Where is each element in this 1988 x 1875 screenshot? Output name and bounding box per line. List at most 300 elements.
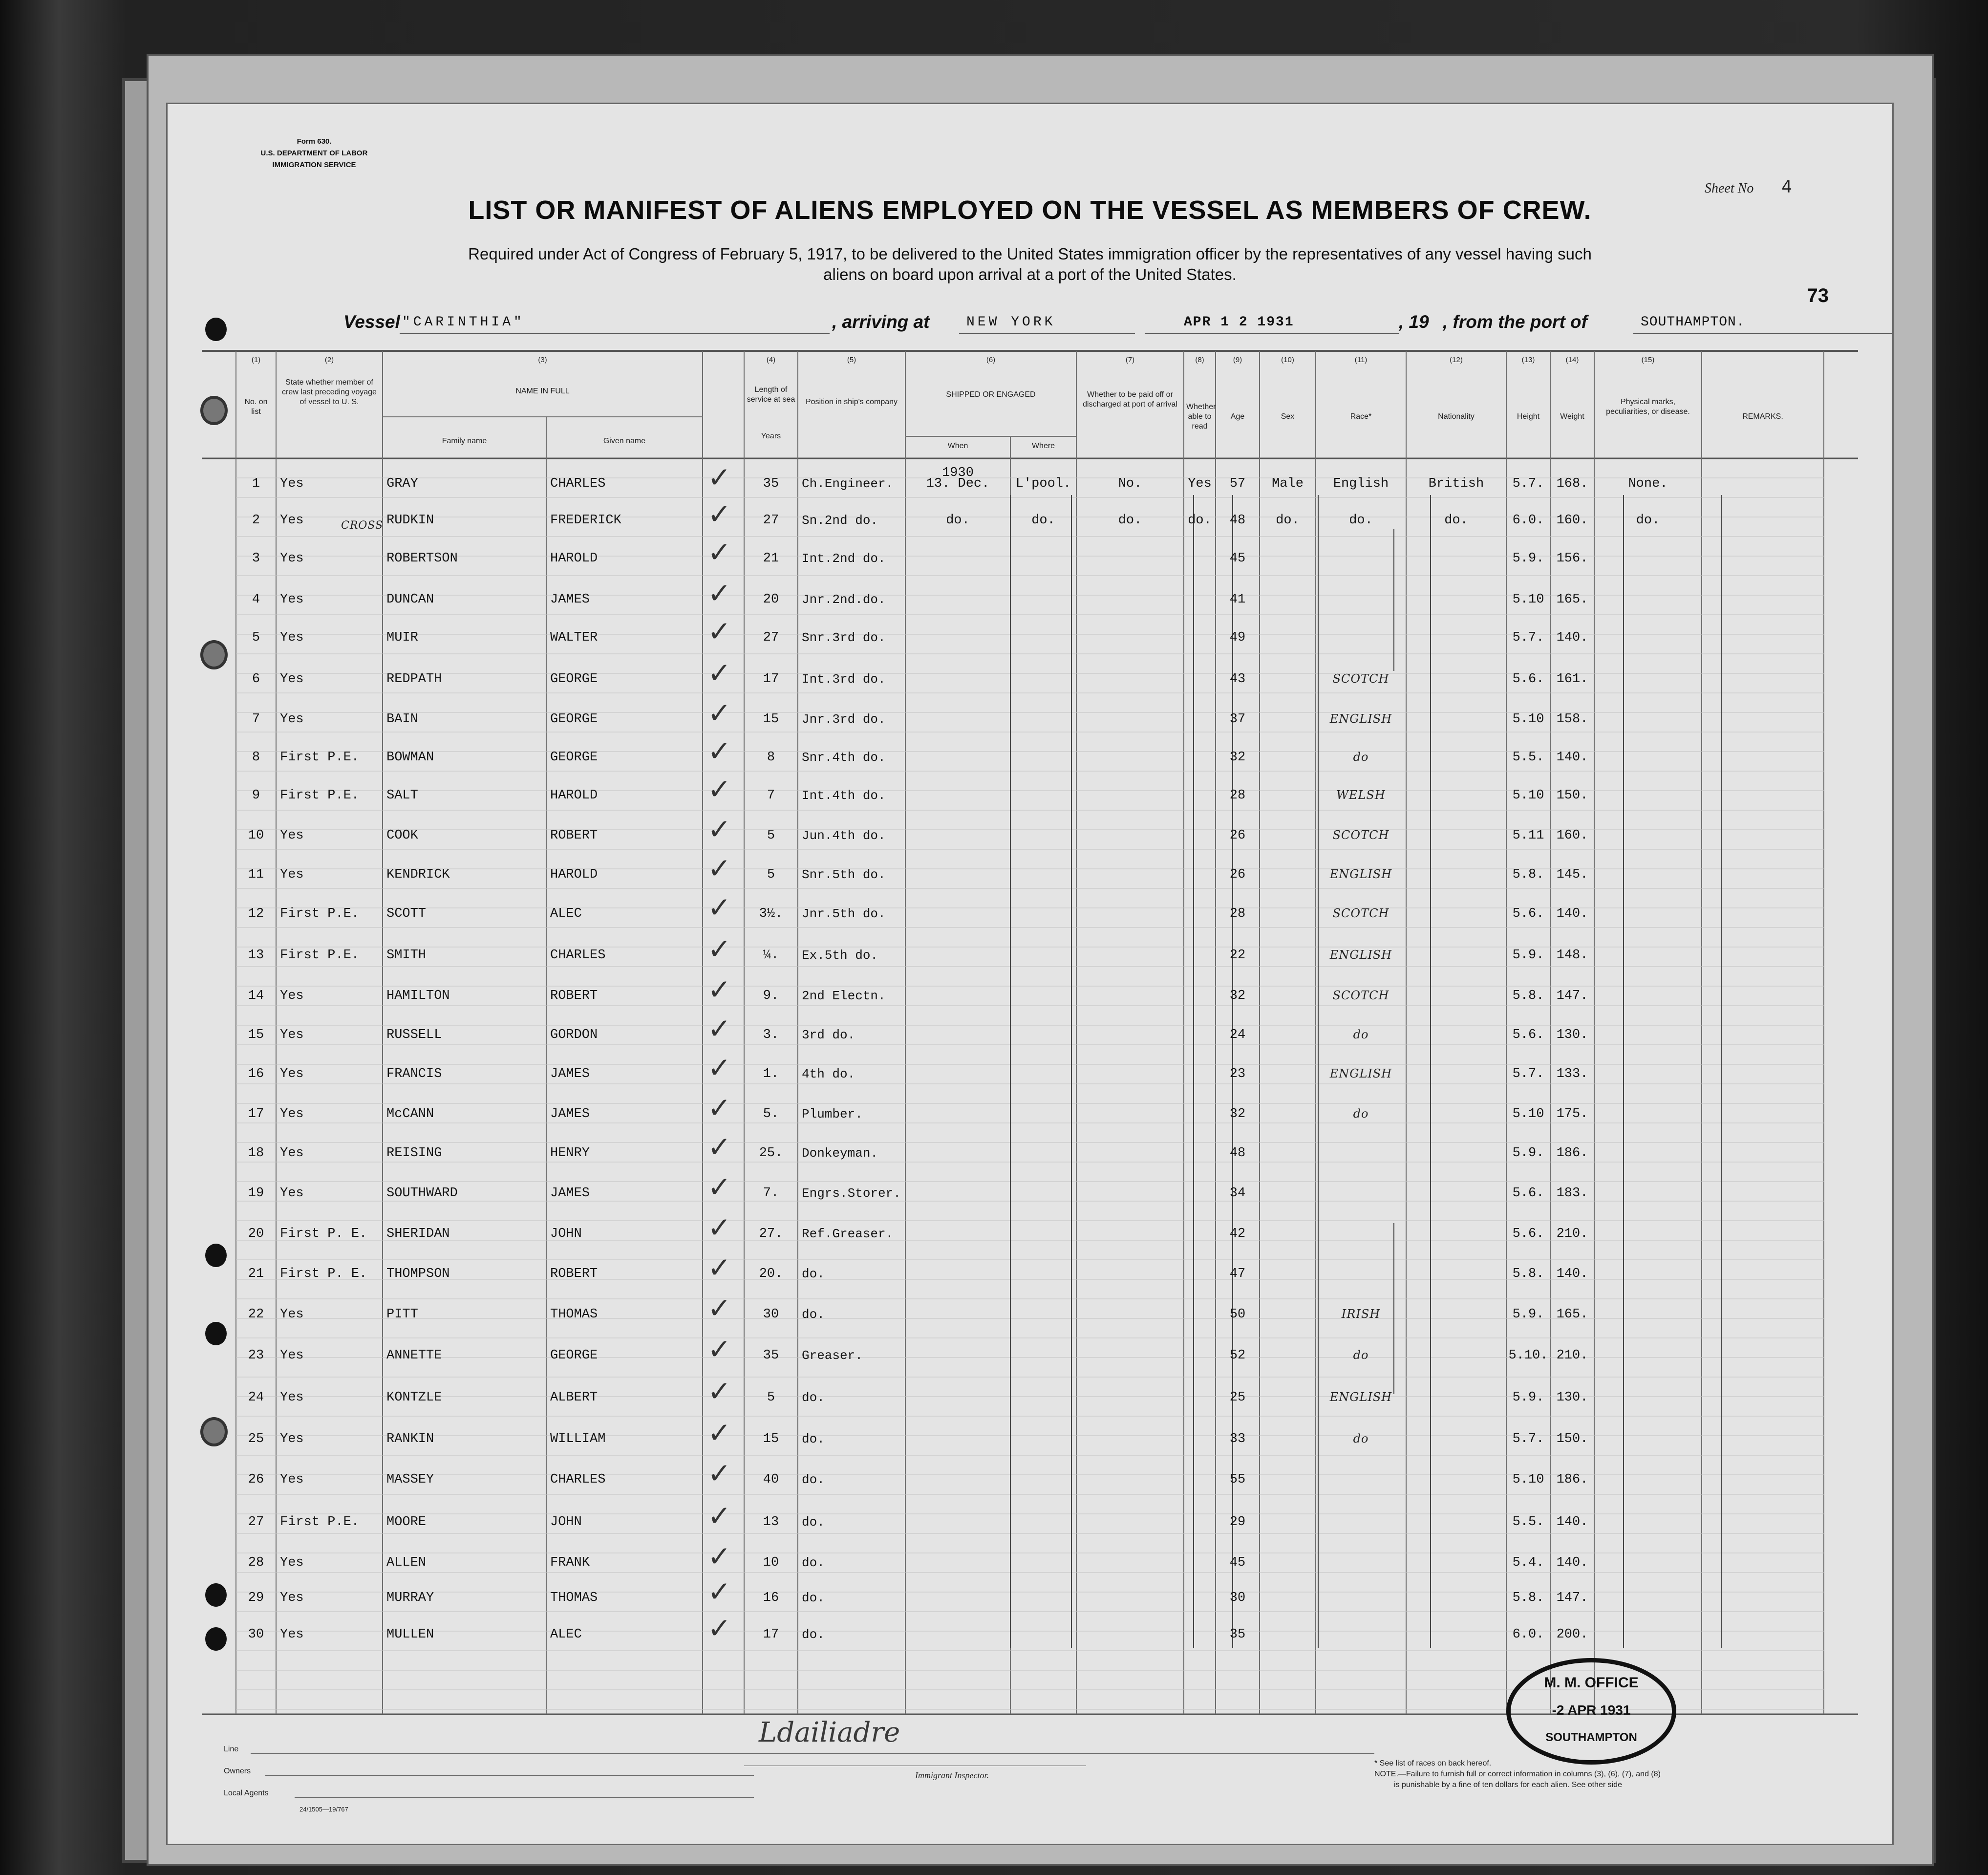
row-20-years: 27. <box>759 1227 783 1241</box>
row-20-given: JOHN <box>550 1227 582 1241</box>
check-mark-icon: ✓ <box>707 1170 731 1204</box>
row-10-race: SCOTCH <box>1332 828 1389 842</box>
binder-hole <box>200 396 228 425</box>
inspector-label: Immigrant Inspector. <box>915 1770 989 1780</box>
binder-hole <box>205 1322 227 1345</box>
row-1-nationality: British <box>1428 476 1484 491</box>
row-2-age: 48 <box>1229 513 1246 528</box>
row-29-family: MURRAY <box>386 1591 434 1605</box>
row-27-state: First P.E. <box>280 1515 360 1530</box>
row-22-family: PITT <box>386 1307 418 1322</box>
row-11-height: 5.8. <box>1512 867 1544 882</box>
stamp-top: M. M. OFFICE <box>1544 1675 1639 1691</box>
row-10-no: 10 <box>248 828 264 843</box>
row-1-position: Ch.Engineer. <box>802 476 894 491</box>
row-11-state: Yes <box>280 867 304 882</box>
row-18-age: 48 <box>1229 1146 1246 1161</box>
row-2-when: do. <box>946 513 970 528</box>
row-27-years: 13 <box>763 1515 779 1530</box>
row-12-family: SCOTT <box>386 906 427 921</box>
row-29-years: 16 <box>763 1591 779 1605</box>
row-5-given: WALTER <box>550 630 598 645</box>
row-17-no: 17 <box>248 1107 264 1121</box>
row-3-position: Int.2nd do. <box>802 551 886 566</box>
agents-underline <box>295 1797 754 1798</box>
vessel-name: "CARINTHIA" <box>402 315 525 330</box>
row-27-weight: 140. <box>1556 1515 1588 1530</box>
row-23-height: 5.10. <box>1508 1348 1548 1363</box>
row-4-height: 5.10 <box>1512 592 1544 607</box>
row-30-age: 35 <box>1229 1627 1246 1642</box>
row-30-years: 17 <box>763 1627 779 1642</box>
column-header-n7: (7) <box>1125 356 1135 364</box>
row-3-weight: 156. <box>1556 551 1588 566</box>
row-14-age: 32 <box>1229 989 1246 1003</box>
row-5-height: 5.7. <box>1512 630 1544 645</box>
column-header-where: Where <box>1031 442 1055 450</box>
row-25-family: RANKIN <box>386 1432 434 1446</box>
row-6-years: 17 <box>763 672 779 687</box>
owners-underline <box>265 1775 754 1776</box>
row-23-position: Greaser. <box>802 1348 863 1363</box>
row-13-weight: 148. <box>1556 948 1588 963</box>
row-3-no: 3 <box>252 551 260 566</box>
row-18-no: 18 <box>248 1146 264 1161</box>
row-14-family: HAMILTON <box>386 989 450 1003</box>
row-26-state: Yes <box>280 1472 304 1487</box>
column-header-position: Position in ship's company <box>805 398 898 406</box>
row-3-family: ROBERTSON <box>386 551 458 566</box>
row-10-state: Yes <box>280 828 304 843</box>
row-13-race: ENGLISH <box>1329 948 1392 962</box>
column-header-weight: Weight <box>1560 412 1584 421</box>
column-header-n10: (10) <box>1281 356 1294 364</box>
check-mark-icon: ✓ <box>707 973 731 1006</box>
row-1-age: 57 <box>1229 476 1246 491</box>
row-7-state: Yes <box>280 712 304 727</box>
row-4-age: 41 <box>1229 592 1246 607</box>
row-1-race: English <box>1333 476 1389 491</box>
line-underline <box>251 1753 1374 1754</box>
row-19-given: JAMES <box>550 1186 590 1201</box>
stamp-bottom: SOUTHAMPTON <box>1545 1731 1637 1744</box>
check-mark-icon: ✓ <box>707 1540 731 1573</box>
row-15-given: GORDON <box>550 1028 598 1042</box>
column-header-given: Given name <box>603 437 646 445</box>
row-1-height: 5.7. <box>1512 476 1544 491</box>
binder-hole <box>205 318 227 341</box>
sheet-label: Sheet No <box>1705 181 1754 196</box>
check-mark-icon: ✓ <box>707 1091 731 1124</box>
page-number: 73 <box>1807 285 1829 306</box>
row-11-given: HAROLD <box>550 867 598 882</box>
row-24-years: 5 <box>767 1390 775 1405</box>
row-16-no: 16 <box>248 1067 264 1081</box>
row-28-position: do. <box>802 1555 825 1570</box>
row-21-age: 47 <box>1229 1267 1246 1281</box>
row-1-weight: 168. <box>1556 476 1588 491</box>
row-15-age: 24 <box>1229 1028 1246 1042</box>
row-28-no: 28 <box>248 1555 264 1570</box>
row-17-position: Plumber. <box>802 1107 863 1121</box>
row-9-race: WELSH <box>1336 788 1386 802</box>
row-1-sex: Male <box>1272 476 1304 491</box>
check-mark-icon: ✓ <box>707 497 731 531</box>
row-12-position: Jnr.5th do. <box>802 906 886 921</box>
year-label: , 19 <box>1399 312 1429 332</box>
row-15-race: do <box>1353 1028 1369 1041</box>
row-16-given: JAMES <box>550 1067 590 1081</box>
row-6-no: 6 <box>252 672 260 687</box>
row-12-race: SCOTCH <box>1332 906 1389 920</box>
row-18-years: 25. <box>759 1146 783 1161</box>
row-9-state: First P.E. <box>280 788 360 803</box>
row-1-paid: No. <box>1118 476 1142 491</box>
row-5-state: Yes <box>280 630 304 645</box>
column-header-n8: (8) <box>1195 356 1204 364</box>
row-16-years: 1. <box>763 1067 779 1081</box>
row-26-weight: 186. <box>1556 1472 1588 1487</box>
row-9-height: 5.10 <box>1512 788 1544 803</box>
row-16-race: ENGLISH <box>1329 1067 1392 1080</box>
row-24-family: KONTZLE <box>386 1390 442 1405</box>
row-15-state: Yes <box>280 1028 304 1042</box>
column-header-year_1930: 1930 <box>942 466 974 480</box>
row-24-height: 5.9. <box>1512 1390 1544 1405</box>
row-18-height: 5.9. <box>1512 1146 1544 1161</box>
column-header-n6: (6) <box>986 356 996 364</box>
line-label: Line <box>224 1745 239 1753</box>
row-20-family: SHERIDAN <box>386 1227 450 1241</box>
row-26-years: 40 <box>763 1472 779 1487</box>
row-22-race: IRISH <box>1341 1307 1381 1321</box>
check-mark-icon: ✓ <box>707 1375 731 1408</box>
column-header-n2: (2) <box>324 356 334 364</box>
row-20-age: 42 <box>1229 1227 1246 1241</box>
row-22-given: THOMAS <box>550 1307 598 1322</box>
cross-annotation: CROSS <box>341 519 384 532</box>
row-8-weight: 140. <box>1556 750 1588 765</box>
row-27-no: 27 <box>248 1515 264 1530</box>
from-label: , from the port of <box>1443 312 1587 332</box>
arrival-date: APR 1 2 1931 <box>1184 315 1294 330</box>
row-19-weight: 183. <box>1556 1186 1588 1201</box>
row-1-state: Yes <box>280 476 304 491</box>
row-15-no: 15 <box>248 1028 264 1042</box>
row-24-given: ALBERT <box>550 1390 598 1405</box>
row-7-weight: 158. <box>1556 712 1588 727</box>
row-11-age: 26 <box>1229 867 1246 882</box>
column-header-years: Years <box>761 432 781 440</box>
row-9-no: 9 <box>252 788 260 803</box>
row-29-position: do. <box>802 1591 825 1605</box>
row-29-age: 30 <box>1229 1591 1246 1605</box>
row-24-state: Yes <box>280 1390 304 1405</box>
row-14-weight: 147. <box>1556 989 1588 1003</box>
check-mark-icon: ✓ <box>707 734 731 768</box>
row-29-given: THOMAS <box>550 1591 598 1605</box>
column-header-nationality: Nationality <box>1438 412 1475 421</box>
row-30-given: ALEC <box>550 1627 582 1642</box>
row-1-marks: None. <box>1628 476 1668 491</box>
row-17-years: 5. <box>763 1107 779 1121</box>
row-22-years: 30 <box>763 1307 779 1322</box>
column-header-name: NAME IN FULL <box>515 387 570 395</box>
row-13-age: 22 <box>1229 948 1246 963</box>
column-header-n13: (13) <box>1521 356 1535 364</box>
row-28-family: ALLEN <box>386 1555 427 1570</box>
row-14-given: ROBERT <box>550 989 598 1003</box>
row-7-family: BAIN <box>386 712 418 727</box>
row-30-weight: 200. <box>1556 1627 1588 1642</box>
column-header-n5: (5) <box>847 356 856 364</box>
row-18-family: REISING <box>386 1146 442 1161</box>
row-20-weight: 210. <box>1556 1227 1588 1241</box>
column-header-no: No. on list <box>244 398 268 416</box>
form-number: Form 630. <box>297 137 332 146</box>
row-27-height: 5.5. <box>1512 1515 1544 1530</box>
row-7-no: 7 <box>252 712 260 727</box>
check-mark-icon: ✓ <box>707 852 731 885</box>
column-header-length: Length of service at sea <box>747 386 795 404</box>
row-26-age: 55 <box>1229 1472 1246 1487</box>
row-28-given: FRANK <box>550 1555 590 1570</box>
row-3-given: HAROLD <box>550 551 598 566</box>
column-header-n11: (11) <box>1354 356 1368 364</box>
row-7-years: 15 <box>763 712 779 727</box>
column-header-when: When <box>947 442 968 450</box>
row-13-height: 5.9. <box>1512 948 1544 963</box>
column-header-state: State whether member of crew last preceding voyage of vessel to U. S. <box>282 378 377 406</box>
check-mark-icon: ✓ <box>707 1575 731 1608</box>
row-7-race: ENGLISH <box>1329 712 1392 726</box>
row-8-years: 8 <box>767 750 775 765</box>
row-26-no: 26 <box>248 1472 264 1487</box>
row-21-years: 20. <box>759 1267 783 1281</box>
check-mark-icon: ✓ <box>707 536 731 569</box>
row-8-family: BOWMAN <box>386 750 434 765</box>
arriving-label: , arriving at <box>832 312 930 332</box>
row-6-family: REDPATH <box>386 672 442 687</box>
row-1-read: Yes <box>1188 476 1212 491</box>
row-8-no: 8 <box>252 750 260 765</box>
agents-label: Local Agents <box>224 1789 269 1797</box>
row-22-height: 5.9. <box>1512 1307 1544 1322</box>
row-30-position: do. <box>802 1627 825 1642</box>
binder-hole <box>200 1417 228 1446</box>
row-23-family: ANNETTE <box>386 1348 442 1363</box>
form-service: IMMIGRATION SERVICE <box>272 161 356 169</box>
row-2-race: do. <box>1349 513 1373 528</box>
column-header-n3: (3) <box>538 356 547 364</box>
row-14-years: 9. <box>763 989 779 1003</box>
row-11-no: 11 <box>248 867 264 882</box>
row-8-height: 5.5. <box>1512 750 1544 765</box>
column-header-family: Family name <box>442 437 487 445</box>
row-16-state: Yes <box>280 1067 304 1081</box>
row-17-family: McCANN <box>386 1107 434 1121</box>
check-mark-icon: ✓ <box>707 1012 731 1045</box>
row-2-state: Yes <box>280 513 304 528</box>
check-mark-icon: ✓ <box>707 577 731 610</box>
row-16-age: 23 <box>1229 1067 1246 1081</box>
row-29-no: 29 <box>248 1591 264 1605</box>
column-header-n4: (4) <box>766 356 776 364</box>
row-27-family: MOORE <box>386 1515 427 1530</box>
row-13-given: CHARLES <box>550 948 606 963</box>
check-mark-icon: ✓ <box>707 656 731 690</box>
check-mark-icon: ✓ <box>707 696 731 730</box>
subtitle-line-2: aliens on board upon arrival at a port of the United States. <box>823 265 1237 283</box>
row-12-given: ALEC <box>550 906 582 921</box>
row-2-position: Sn.2nd do. <box>802 513 878 528</box>
column-header-age: Age <box>1230 412 1245 421</box>
row-20-height: 5.6. <box>1512 1227 1544 1241</box>
check-mark-icon: ✓ <box>707 773 731 806</box>
row-5-position: Snr.3rd do. <box>802 630 886 645</box>
column-header-n1: (1) <box>251 356 261 364</box>
row-27-age: 29 <box>1229 1515 1246 1530</box>
row-26-position: do. <box>802 1472 825 1487</box>
row-18-weight: 186. <box>1556 1146 1588 1161</box>
row-5-age: 49 <box>1229 630 1246 645</box>
row-4-given: JAMES <box>550 592 590 607</box>
from-port: SOUTHAMPTON. <box>1641 315 1745 330</box>
row-21-position: do. <box>802 1267 825 1281</box>
row-30-no: 30 <box>248 1627 264 1642</box>
office-stamp <box>1506 1658 1676 1765</box>
row-6-given: GEORGE <box>550 672 598 687</box>
row-25-no: 25 <box>248 1432 264 1446</box>
check-mark-icon: ✓ <box>707 1211 731 1244</box>
footnote-penalty: NOTE.—Failure to furnish full or correct information in columns (3), (6), (7), and (8) <box>1374 1770 1661 1778</box>
row-12-height: 5.6. <box>1512 906 1544 921</box>
row-4-weight: 165. <box>1556 592 1588 607</box>
page-title: LIST OR MANIFEST OF ALIENS EMPLOYED ON THE VESSEL AS MEMBERS OF CREW. <box>468 195 1592 225</box>
check-mark-icon: ✓ <box>707 461 731 494</box>
column-header-n14: (14) <box>1565 356 1579 364</box>
row-9-age: 28 <box>1229 788 1246 803</box>
row-10-family: COOK <box>386 828 418 843</box>
binder-hole <box>205 1583 227 1607</box>
row-22-no: 22 <box>248 1307 264 1322</box>
row-5-no: 5 <box>252 630 260 645</box>
row-30-state: Yes <box>280 1627 304 1642</box>
arrival-port: NEW YORK <box>966 315 1056 330</box>
column-header-height: Height <box>1517 412 1540 421</box>
row-22-position: do. <box>802 1307 825 1322</box>
row-23-weight: 210. <box>1556 1348 1588 1363</box>
row-6-weight: 161. <box>1556 672 1588 687</box>
row-24-position: do. <box>802 1390 825 1405</box>
row-16-family: FRANCIS <box>386 1067 442 1081</box>
row-4-position: Jnr.2nd.do. <box>802 592 886 607</box>
row-1-years: 35 <box>763 476 779 491</box>
row-14-position: 2nd Electn. <box>802 989 886 1003</box>
binder-hole <box>205 1627 227 1651</box>
row-5-years: 27 <box>763 630 779 645</box>
row-6-age: 43 <box>1229 672 1246 687</box>
row-25-race: do <box>1353 1432 1369 1445</box>
row-5-family: MUIR <box>386 630 418 645</box>
row-8-age: 32 <box>1229 750 1246 765</box>
row-15-position: 3rd do. <box>802 1028 855 1042</box>
row-1-when: 13. Dec. <box>926 476 990 491</box>
sheet-value: 4 <box>1781 177 1792 197</box>
row-28-years: 10 <box>763 1555 779 1570</box>
check-mark-icon: ✓ <box>707 1333 731 1366</box>
check-mark-icon: ✓ <box>707 813 731 846</box>
column-header-marks: Physical marks, peculiarities, or disease. <box>1606 398 1690 416</box>
row-14-no: 14 <box>248 989 264 1003</box>
row-14-state: Yes <box>280 989 304 1003</box>
row-14-race: SCOTCH <box>1332 989 1389 1002</box>
row-10-weight: 160. <box>1556 828 1588 843</box>
row-19-age: 34 <box>1229 1186 1246 1201</box>
row-9-given: HAROLD <box>550 788 598 803</box>
row-3-state: Yes <box>280 551 304 566</box>
row-2-height: 6.0. <box>1512 513 1544 528</box>
vessel-label: Vessel <box>343 312 400 332</box>
row-6-race: SCOTCH <box>1332 672 1389 686</box>
check-mark-icon: ✓ <box>707 1416 731 1449</box>
check-mark-icon: ✓ <box>707 1130 731 1164</box>
row-2-paid: do. <box>1118 513 1142 528</box>
row-24-no: 24 <box>248 1390 264 1405</box>
row-12-weight: 140. <box>1556 906 1588 921</box>
row-5-weight: 140. <box>1556 630 1588 645</box>
manifest-page <box>166 103 1894 1845</box>
row-9-family: SALT <box>386 788 418 803</box>
row-25-age: 33 <box>1229 1432 1246 1446</box>
stamp-date: -2 APR 1931 <box>1552 1703 1631 1718</box>
row-28-height: 5.4. <box>1512 1555 1544 1570</box>
row-25-position: do. <box>802 1432 825 1446</box>
row-9-weight: 150. <box>1556 788 1588 803</box>
row-6-height: 5.6. <box>1512 672 1544 687</box>
row-9-position: Int.4th do. <box>802 788 886 803</box>
row-25-weight: 150. <box>1556 1432 1588 1446</box>
row-1-family: GRAY <box>386 476 418 491</box>
footnote-races: * See list of races on back hereof. <box>1374 1759 1492 1767</box>
row-11-weight: 145. <box>1556 867 1588 882</box>
row-2-sex: do. <box>1276 513 1300 528</box>
row-19-family: SOUTHWARD <box>386 1186 458 1201</box>
row-2-read: do. <box>1188 513 1212 528</box>
row-27-position: do. <box>802 1515 825 1530</box>
form-department: U.S. DEPARTMENT OF LABOR <box>260 149 368 157</box>
row-8-given: GEORGE <box>550 750 598 765</box>
row-10-given: ROBERT <box>550 828 598 843</box>
row-2-nationality: do. <box>1444 513 1468 528</box>
row-13-no: 13 <box>248 948 264 963</box>
row-2-no: 2 <box>252 513 260 528</box>
row-22-age: 50 <box>1229 1307 1246 1322</box>
row-29-weight: 147. <box>1556 1591 1588 1605</box>
binder-hole <box>200 640 228 669</box>
underlying-page-ink <box>44 191 127 327</box>
row-7-height: 5.10 <box>1512 712 1544 727</box>
row-23-no: 23 <box>248 1348 264 1363</box>
column-header-n12: (12) <box>1450 356 1463 364</box>
row-28-weight: 140. <box>1556 1555 1588 1570</box>
footnote-penalty-2: is punishable by a fine of ten dollars for each alien. See other side <box>1394 1781 1622 1789</box>
row-10-height: 5.11 <box>1512 828 1544 843</box>
check-mark-icon: ✓ <box>707 1251 731 1284</box>
row-4-no: 4 <box>252 592 260 607</box>
row-21-state: First P. E. <box>280 1267 367 1281</box>
row-11-position: Snr.5th do. <box>802 867 886 882</box>
